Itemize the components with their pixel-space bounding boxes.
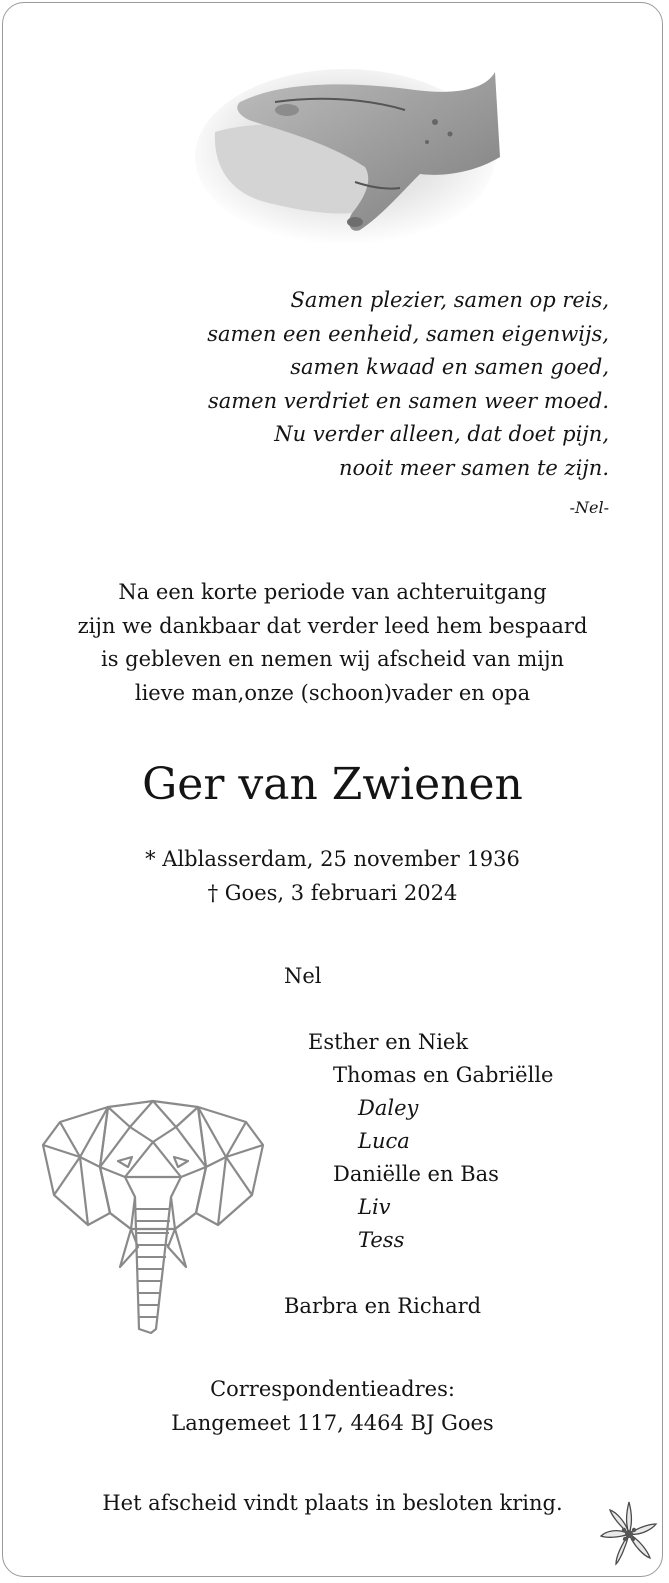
poem-line: samen verdriet en samen weer moed. (207, 388, 609, 413)
family-spouse: Nel (284, 964, 322, 988)
intro-text (0, 576, 665, 710)
intro-line: zijn we dankbaar dat verder leed hem bespaard (77, 613, 588, 638)
poem-author: -Nel- (569, 498, 609, 517)
edelweiss-icon (598, 1498, 660, 1570)
family-member: Liv (358, 1195, 391, 1219)
closing-note: Het afscheid vindt plaats in besloten kring. (102, 1491, 563, 1515)
family-member: Daley (358, 1096, 419, 1120)
poem-line: Nu verder alleen, dat doet pijn, (274, 422, 609, 446)
poem-line: samen kwaad en samen goed, (290, 355, 609, 379)
poem-line: samen een eenheid, samen eigenwijs, (207, 321, 609, 346)
geometric-elephant-icon (40, 1097, 266, 1335)
family-member: Luca (358, 1129, 410, 1153)
life-dates (0, 843, 665, 910)
holding-hands-photo (195, 62, 505, 247)
correspondence-address-line: Langemeet 117, 4464 BJ Goes (171, 1410, 494, 1435)
poem-line: nooit meer samen te zijn. (339, 455, 609, 480)
intro-line: lieve man,onze (schoon)vader en opa (134, 680, 531, 705)
family-member: Daniëlle en Bas (333, 1162, 499, 1186)
death-date: † Goes, 3 februari 2024 (207, 880, 458, 905)
intro-line: Na een korte periode van achteruitgang (118, 580, 547, 604)
intro-line: is gebleven en nemen wij afscheid van mijn (101, 647, 564, 671)
poem-line: Samen plezier, samen op reis, (290, 288, 609, 312)
correspondence-address (0, 1373, 665, 1440)
poem (207, 284, 609, 485)
family-member: Barbra en Richard (284, 1294, 482, 1318)
family-member: Tess (358, 1228, 405, 1252)
correspondence-label: Correspondentieadres: (210, 1377, 455, 1401)
birth-date: * Alblasserdam, 25 november 1936 (145, 847, 520, 871)
family-member: Thomas en Gabriëlle (333, 1063, 554, 1087)
deceased-name: Ger van Zwienen (142, 759, 523, 810)
family-member: Esther en Niek (308, 1030, 469, 1054)
